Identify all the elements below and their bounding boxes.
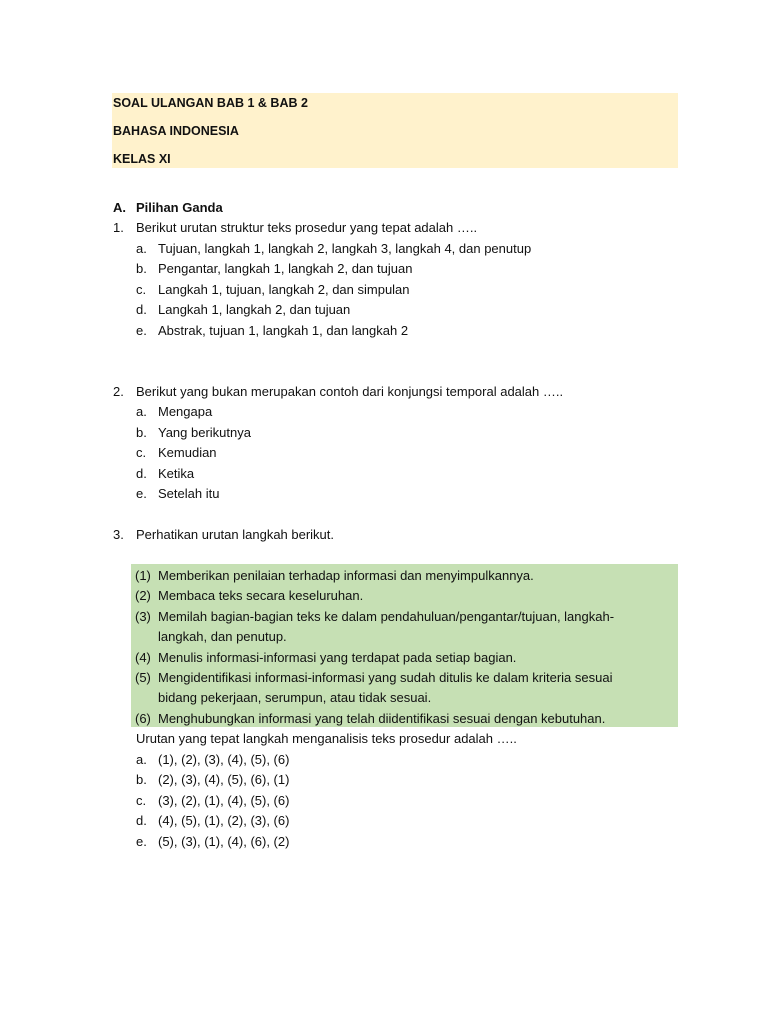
step-6-text: Menghubungkan informasi yang telah diidentifikasi sesuai dengan kebutuhan. (158, 711, 606, 726)
step-6-number: (6) (135, 711, 151, 726)
q1-option-c: Langkah 1, tujuan, langkah 2, dan simpulan (158, 282, 410, 297)
step-4-number: (4) (135, 650, 151, 665)
q3-option-b: (2), (3), (4), (5), (6), (1) (158, 772, 290, 787)
q3-text: Perhatikan urutan langkah berikut. (136, 527, 335, 542)
q2-option-e: Setelah itu (158, 486, 220, 501)
q3-option-e-letter: e. (136, 834, 147, 849)
q3-prompt: Urutan yang tepat langkah menganalisis teks prosedur adalah ….. (136, 731, 517, 746)
q1-option-e: Abstrak, tujuan 1, langkah 1, dan langkah 2 (158, 323, 409, 338)
step-4-text: Menulis informasi-informasi yang terdapat pada setiap bagian. (158, 650, 517, 665)
q2-option-c: Kemudian (158, 445, 217, 460)
q2-option-b-letter: b. (136, 425, 147, 440)
q2-text: Berikut yang bukan merupakan contoh dari konjungsi temporal adalah ….. (136, 384, 564, 399)
q1-text: Berikut urutan struktur teks prosedur yang tepat adalah ….. (136, 220, 478, 235)
q2-option-e-letter: e. (136, 486, 147, 501)
q2-option-b: Yang berikutnya (158, 425, 251, 440)
q3-option-d: (4), (5), (1), (2), (3), (6) (158, 813, 290, 828)
q3-option-d-letter: d. (136, 813, 147, 828)
q1-option-d: Langkah 1, langkah 2, dan tujuan (158, 302, 351, 317)
q2-number: 2. (113, 384, 124, 399)
q2-option-a: Mengapa (158, 404, 213, 419)
header-title: SOAL ULANGAN BAB 1 & BAB 2 (113, 96, 308, 110)
q3-number: 3. (113, 527, 124, 542)
q2-option-a-letter: a. (136, 404, 147, 419)
step-5-number: (5) (135, 670, 151, 685)
q3-option-b-letter: b. (136, 772, 147, 787)
step-3-text-line2: langkah, dan penutup. (158, 629, 287, 644)
q3-option-c: (3), (2), (1), (4), (5), (6) (158, 793, 290, 808)
step-3-number: (3) (135, 609, 151, 624)
q3-option-a: (1), (2), (3), (4), (5), (6) (158, 752, 290, 767)
step-1-number: (1) (135, 568, 151, 583)
q1-option-b: Pengantar, langkah 1, langkah 2, dan tujuan (158, 261, 413, 276)
q2-option-c-letter: c. (136, 445, 147, 460)
q1-option-a-letter: a. (136, 241, 147, 256)
q1-option-c-letter: c. (136, 282, 147, 297)
section-title: Pilihan Ganda (136, 200, 223, 215)
step-5-text-line1: Mengidentifikasi informasi-informasi yang sudah ditulis ke dalam kriteria sesuai (158, 670, 613, 685)
q1-option-b-letter: b. (136, 261, 147, 276)
header-class: KELAS XI (113, 152, 171, 166)
q1-option-e-letter: e. (136, 323, 147, 338)
step-2-text: Membaca teks secara keseluruhan. (158, 588, 364, 603)
q3-option-a-letter: a. (136, 752, 147, 767)
q2-option-d-letter: d. (136, 466, 147, 481)
step-5-text-line2: bidang pekerjaan, serumpun, atau tidak sesuai. (158, 690, 432, 705)
step-3-text-line1: Memilah bagian-bagian teks ke dalam pendahuluan/pengantar/tujuan, langkah- (158, 609, 615, 624)
q1-number: 1. (113, 220, 124, 235)
q3-option-c-letter: c. (136, 793, 147, 808)
header-subject: BAHASA INDONESIA (113, 124, 239, 138)
step-1-text: Memberikan penilaian terhadap informasi dan menyimpulkannya. (158, 568, 534, 583)
step-2-number: (2) (135, 588, 151, 603)
q1-option-d-letter: d. (136, 302, 147, 317)
q2-option-d: Ketika (158, 466, 195, 481)
q1-option-a: Tujuan, langkah 1, langkah 2, langkah 3, langkah 4, dan penutup (158, 241, 532, 256)
section-letter: A. (113, 200, 126, 215)
q3-option-e: (5), (3), (1), (4), (6), (2) (158, 834, 290, 849)
